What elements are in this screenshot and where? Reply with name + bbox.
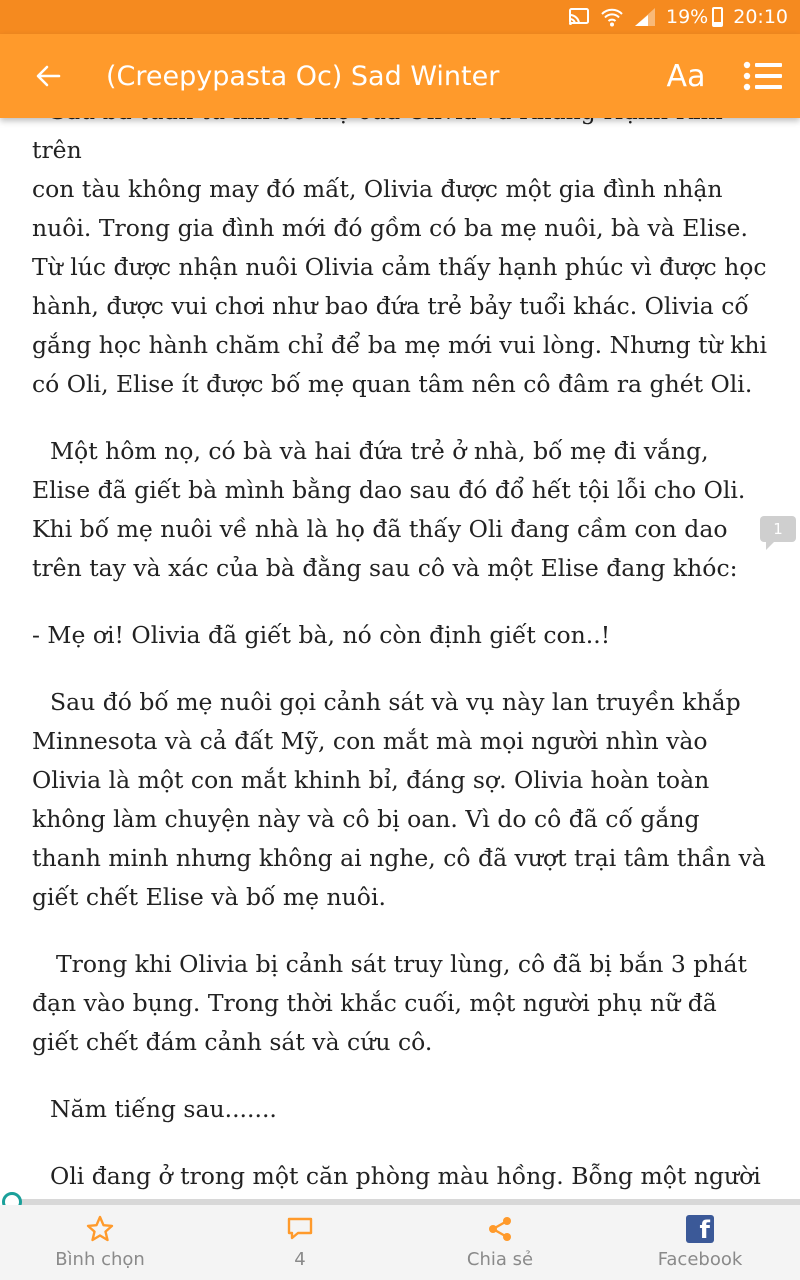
paragraph: con tàu không may đó mất, Olivia được một gia đình nhận nuôi. Trong gia đình mới đó gồm có ba mẹ nuôi, bà và Elise. Từ lúc được nhận nuôi Olivia cảm thấy hạnh phúc vì được học hành, được vui chơi như bao đứa trẻ bảy tuổi khác. Olivia cố gắng học hành chăm chỉ để ba mẹ mới vui lòng. Nhưng từ khi có Oli, Elise ít được bố mẹ quan tâm nên cô đâm ra ghét Oli. — [32, 175, 768, 398]
status-bar — [0, 0, 800, 34]
story-title: (Creepypasta Oc) Sad Winter — [106, 60, 500, 92]
share-button[interactable] — [400, 1205, 600, 1280]
signal-icon — [634, 7, 656, 27]
share-icon — [486, 1213, 514, 1245]
share-label: Chia sẻ — [466, 1249, 534, 1270]
clock: 20:10 — [733, 6, 788, 28]
battery-percent: 19% — [666, 6, 709, 28]
paragraph: Sau đó bố mẹ nuôi gọi cảnh sát và vụ này lan truyền khắp Minnesota và cả đất Mỹ, con mắt mà mọi người nhìn vào Olivia là một con mắt khinh bỉ, đáng sợ. Olivia hoàn toàn không làm chuyện này và cô bị oan. Vì do cô đã cố gắng thanh minh nhưng không ai nghe, cô đã vượt trại tâm thần và giết chết Elise và bố mẹ nuôi. — [32, 688, 766, 911]
paragraph: Trong khi Olivia bị cảnh sát truy lùng, cô đã bị bắn 3 phát đạn vào bụng. Trong thời khắc cuối, một người phụ nữ đã giết chết đám cảnh sát và cứu cô. — [32, 950, 747, 1056]
paragraph: Một hôm nọ, có bà và hai đứa trẻ ở nhà, bố mẹ đi vắng, Elise đã giết bà mình bằng dao sau đó đổ hết tội lỗi cho Oli. Khi bố mẹ nuôi về nhà là họ đã thấy Oli đang cầm con dao trên tay và xác của bà đằng sau cô và một Elise đang khóc: — [32, 437, 746, 582]
story-text[interactable] — [0, 92, 800, 1200]
inline-comment-badge[interactable]: 1 — [760, 516, 796, 542]
table-of-contents-button[interactable] — [726, 34, 800, 118]
vote-button[interactable] — [0, 1205, 200, 1280]
list-icon — [743, 61, 783, 91]
back-button[interactable] — [0, 34, 96, 118]
facebook-share-button[interactable] — [600, 1205, 800, 1280]
battery-indicator — [666, 6, 723, 28]
font-settings-button[interactable]: Aa — [666, 58, 706, 94]
paragraph: Năm tiếng sau....... — [50, 1095, 277, 1123]
arrow-left-icon — [35, 63, 61, 89]
bottom-action-bar — [0, 1205, 800, 1280]
comments-button[interactable] — [200, 1205, 400, 1280]
paragraph: - Mẹ ơi! Olivia đã giết bà, nó còn định giết con..! — [32, 621, 611, 649]
vote-label: Bình chọn — [55, 1249, 145, 1270]
battery-fill — [714, 22, 721, 25]
cast-icon — [568, 7, 590, 27]
comment-count: 4 — [294, 1249, 306, 1270]
facebook-icon: f — [686, 1215, 714, 1243]
battery-icon — [712, 7, 723, 27]
speech-bubble-icon — [286, 1213, 314, 1245]
wifi-icon — [600, 6, 624, 28]
facebook-label: Facebook — [657, 1249, 743, 1270]
star-icon — [86, 1213, 114, 1245]
paragraph: Oli đang ở trong một căn phòng màu hồng. Bỗng một người — [50, 1162, 761, 1190]
app-bar — [0, 34, 800, 118]
paragraph: trên — [32, 136, 82, 164]
